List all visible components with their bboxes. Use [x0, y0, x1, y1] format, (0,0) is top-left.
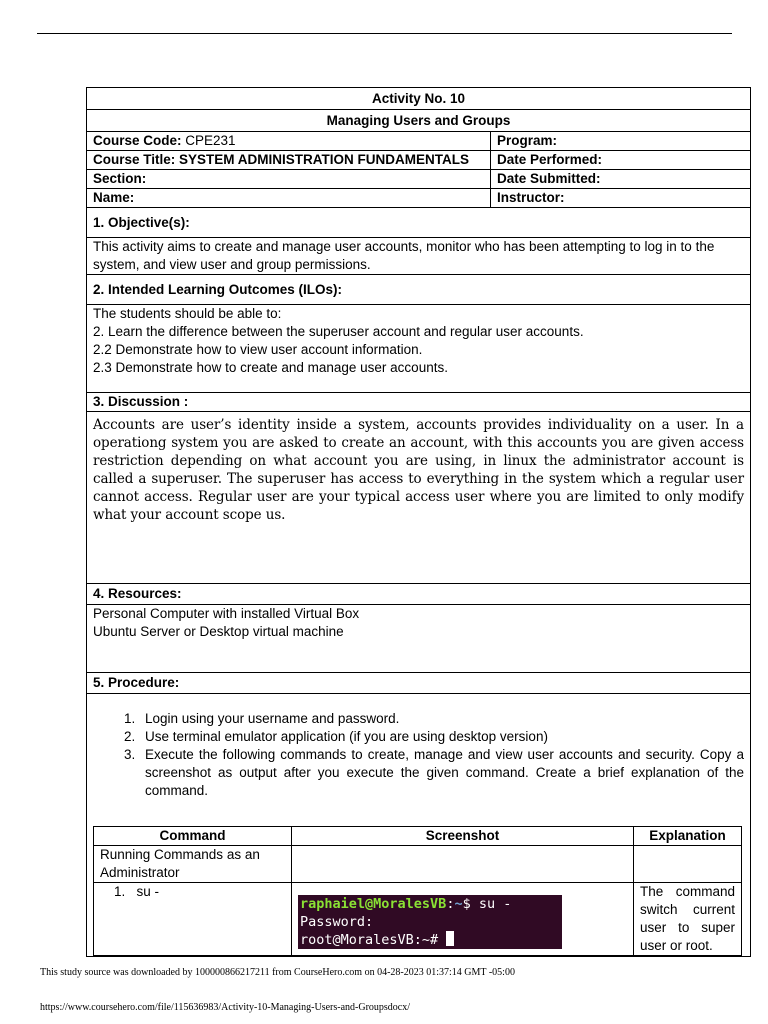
cursor-icon: [446, 931, 454, 946]
discussion-text: Accounts are user’s identity inside a system, accounts provides individuality on a user. In a operationg system you are asked to create an account, with this accounts you are given access restriction depending on what account you are using, in linux the administrator account is called a superuser. The superuser has access to everything in the system which a regular user cannot access. Regular user are your typical access user where you are limited to only modify what your account scope us.: [87, 412, 751, 584]
ilos-line: The students should be able to:: [93, 306, 282, 321]
terminal-screenshot: [298, 895, 562, 949]
ilos-line: 2.3 Demonstrate how to create and manage user accounts.: [93, 360, 448, 375]
date-performed-label: Date Performed:: [491, 151, 751, 170]
instructor-label: Instructor:: [491, 189, 751, 208]
resource-item: Personal Computer with installed Virtual Box: [93, 606, 360, 621]
command-cell: [94, 883, 292, 956]
procedure-step: 1. Login using your username and password.: [139, 710, 744, 728]
course-title-label: Course Title:: [93, 152, 176, 167]
name-label: Name:: [87, 189, 491, 208]
procedure-heading: 5. Procedure:: [87, 673, 751, 694]
procedure-step: 3. Execute the following commands to create, manage and view user accounts and security. Copy a screenshot as output after you execute the given command. Create a brief explanation of the command.: [139, 746, 744, 800]
source-url[interactable]: https://www.coursehero.com/file/115636983/Activity-10-Managing-Users-and-Groupsdocx/: [40, 1002, 411, 1013]
screenshot-column-header: Screenshot: [292, 827, 634, 846]
course-title-value: SYSTEM ADMINISTRATION FUNDAMENTALS: [175, 152, 470, 167]
empty-cell: [292, 846, 634, 883]
section-label: Section:: [87, 170, 491, 189]
procedure-step: 2. Use terminal emulator application (if you are using desktop version): [139, 728, 744, 746]
resources-heading: 4. Resources:: [87, 584, 751, 605]
ilos-line: 2. Learn the difference between the superuser account and regular user accounts.: [93, 324, 584, 339]
resource-item: Ubuntu Server or Desktop virtual machine: [93, 624, 344, 639]
discussion-heading: 3. Discussion :: [87, 393, 751, 412]
ilos-line: 2.2 Demonstrate how to view user account information.: [93, 342, 423, 357]
terminal-command: $ su -: [462, 896, 512, 912]
objectives-heading: 1. Objective(s):: [87, 208, 751, 238]
course-code-label: Course Code:: [93, 133, 182, 148]
course-code-value: CPE231: [181, 133, 236, 148]
ilos-heading: 2. Intended Learning Outcomes (ILOs):: [87, 275, 751, 305]
terminal-root-prompt: root@MoralesVB:~#: [300, 932, 447, 948]
download-notice: This study source was downloaded by 100000866217211 from CourseHero.com on 04-28-2023 01:37:14 GMT -05:00: [40, 967, 515, 978]
empty-cell: [634, 846, 742, 883]
activity-document: [86, 87, 751, 957]
terminal-password-line: Password:: [300, 914, 374, 930]
command-column-header: Command: [94, 827, 292, 846]
screenshot-cell: [292, 883, 634, 956]
command-text: su -: [136, 884, 160, 899]
course-title-cell: [87, 151, 491, 170]
explanation-column-header: Explanation: [634, 827, 742, 846]
date-submitted-label: Date Submitted:: [491, 170, 751, 189]
course-code-cell: [87, 132, 491, 151]
terminal-colon: :: [446, 896, 455, 912]
section-row-label: Running Commands as an Administrator: [94, 846, 292, 883]
command-table: [93, 826, 742, 956]
program-label: Program:: [491, 132, 751, 151]
terminal-path: ~: [454, 896, 463, 912]
resources-body: [87, 605, 751, 673]
terminal-user-host: raphaiel@MoralesVB: [300, 896, 447, 912]
row-number: 1.: [114, 884, 126, 899]
explanation-cell: The command switch current user to super user or root.: [634, 883, 742, 956]
activity-title: Managing Users and Groups: [87, 110, 751, 132]
procedure-steps: [93, 710, 744, 800]
header-rule: [37, 33, 732, 34]
ilos-body: [87, 305, 751, 393]
activity-number: Activity No. 10: [87, 88, 751, 110]
objectives-text: This activity aims to create and manage user accounts, monitor who has been attempting to log in to the system, and view user and group permissions.: [87, 238, 751, 275]
procedure-body: [87, 694, 751, 957]
